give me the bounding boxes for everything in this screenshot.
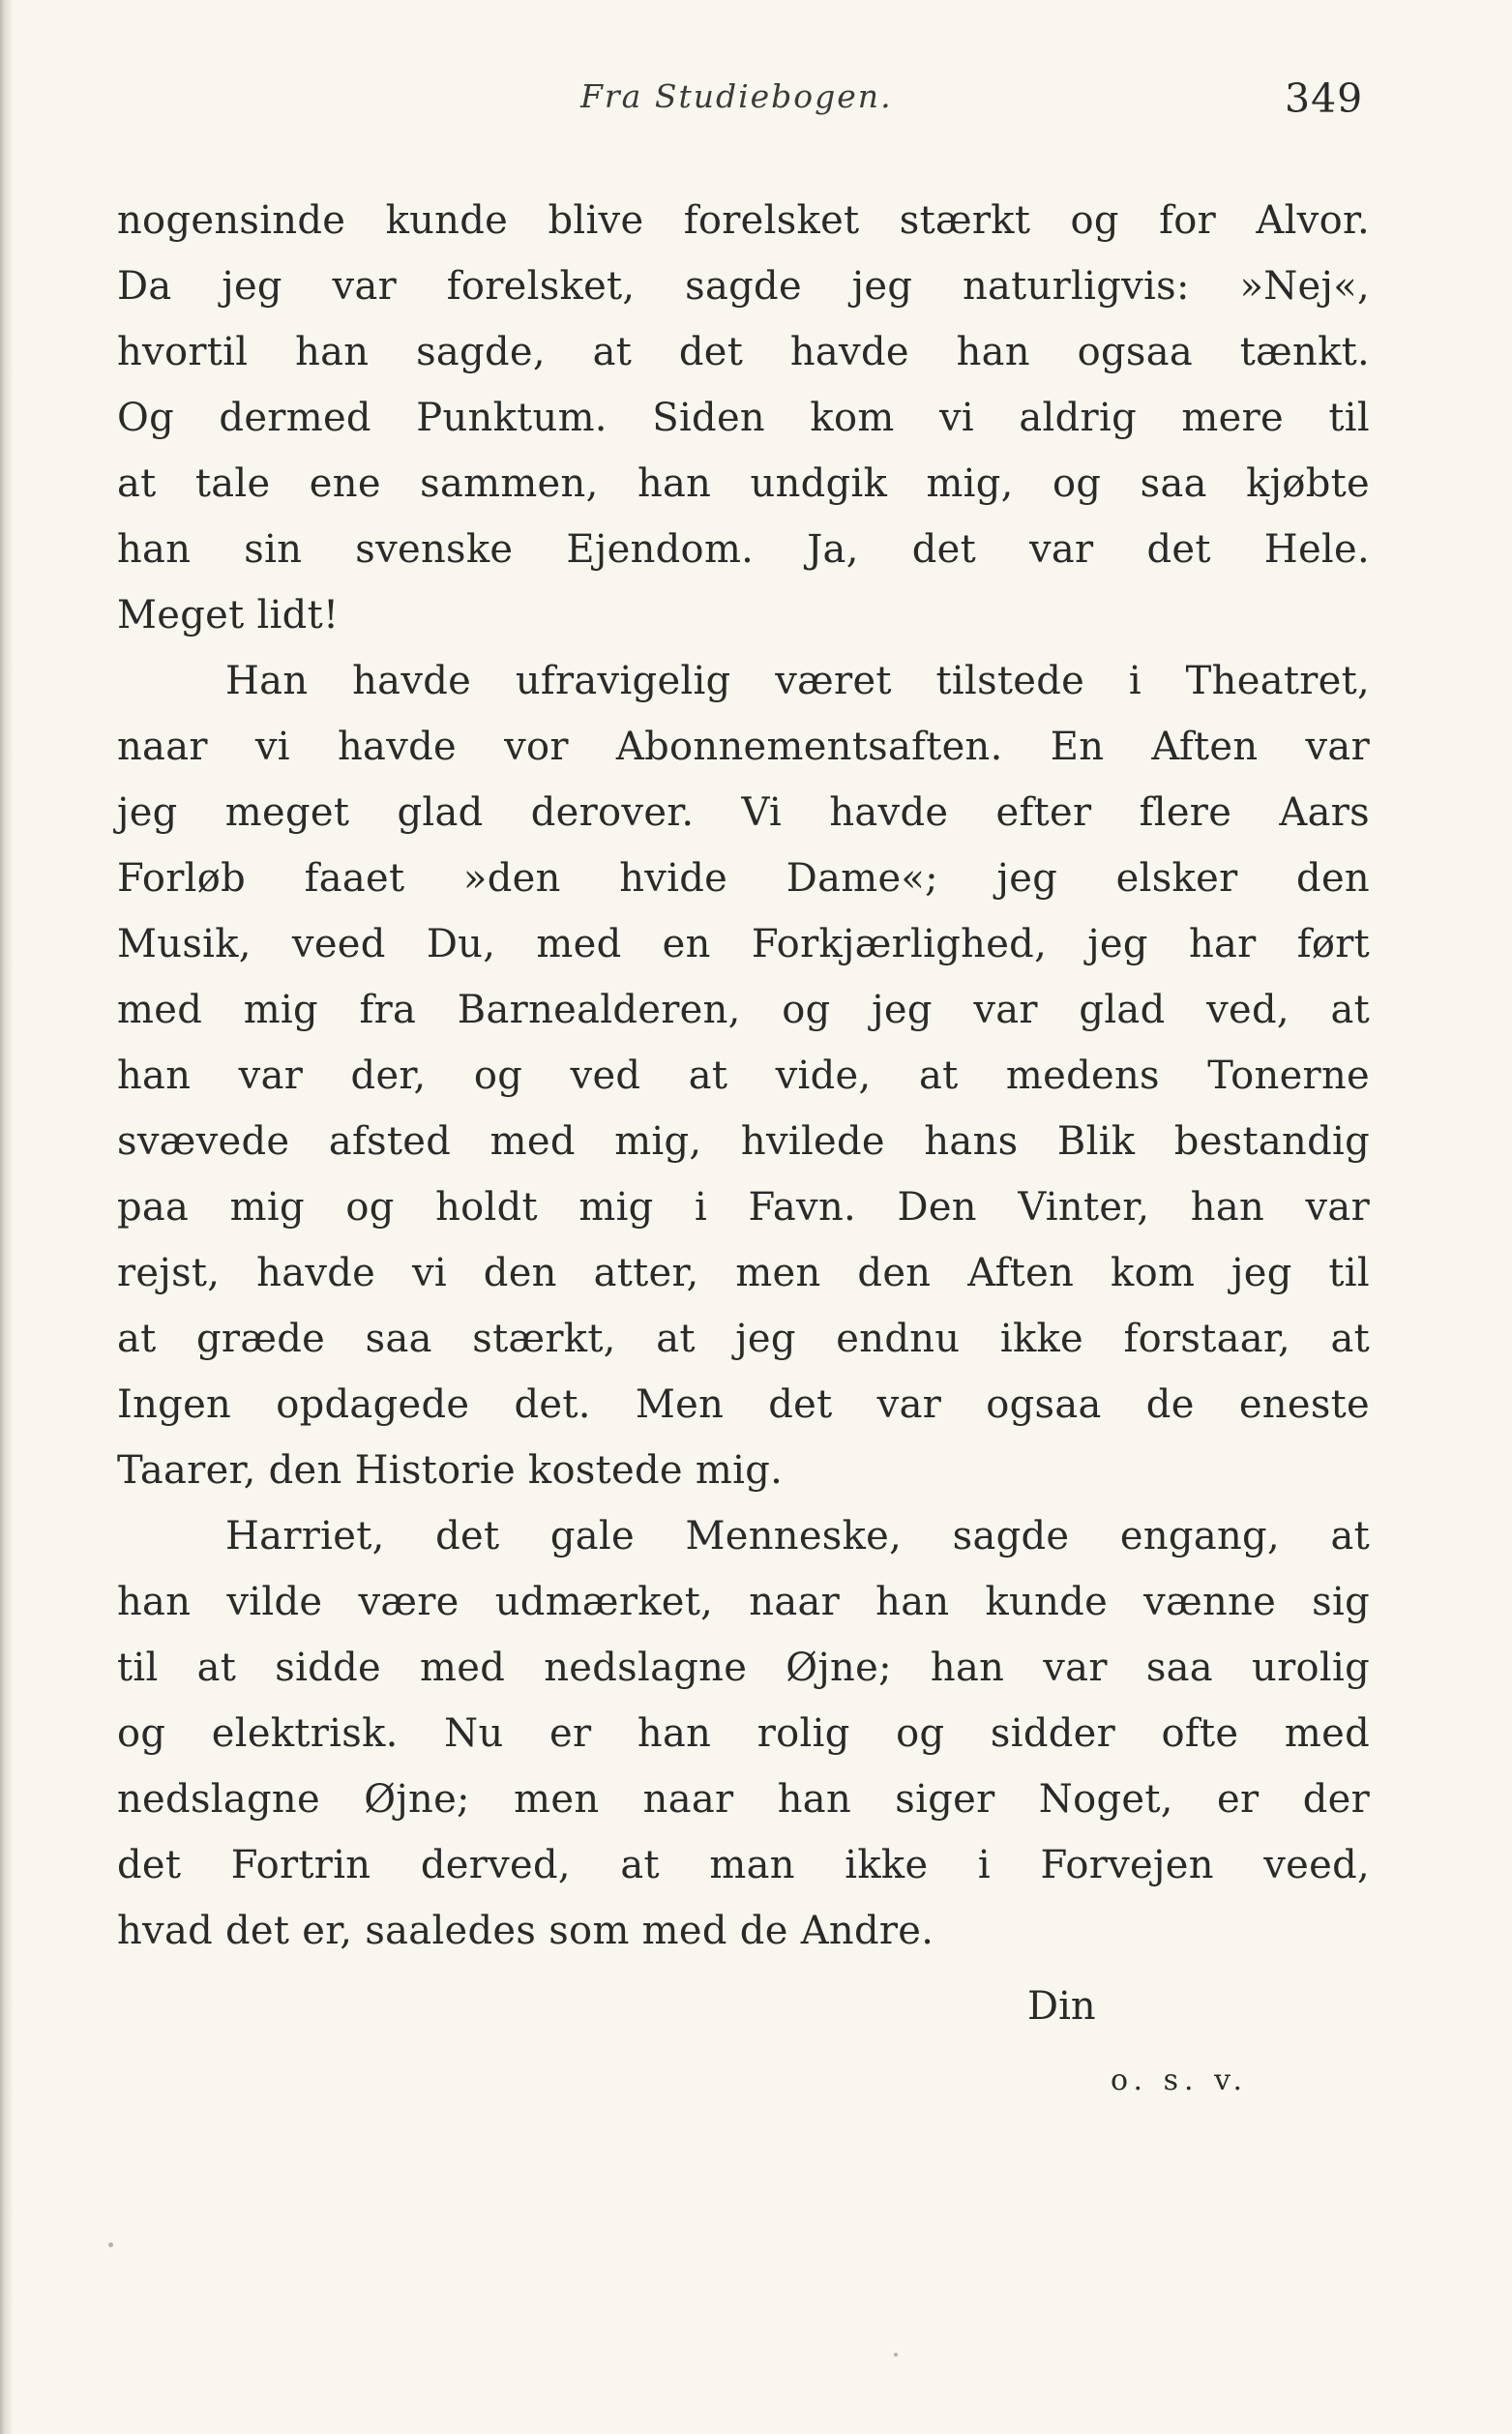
- text-line: Han havde ufravigelig været tilstede i Theatret,: [225, 659, 1370, 703]
- text-line: svævede afsted med mig, hvilede hans Blik bestandig: [117, 1119, 1370, 1164]
- text-line: naar vi havde vor Abonnementsaften. En Aften var: [117, 725, 1370, 769]
- text-line: han var der, og ved at vide, at medens Tonerne: [117, 1054, 1370, 1098]
- text-line: Da jeg var forelsket, sagde jeg naturligvis: »Nej«,: [117, 264, 1370, 309]
- text-line: og elektrisk. Nu er han rolig og sidder ofte med: [117, 1711, 1370, 1756]
- text-line: Musik, veed Du, med en Forkjærlighed, jeg har ført: [117, 922, 1370, 966]
- text-line: Og dermed Punktum. Siden kom vi aldrig mere til: [117, 396, 1370, 440]
- running-title: Fra Studiebogen.: [580, 77, 893, 115]
- text-line: jeg meget glad derover. Vi havde efter flere Aars: [117, 790, 1370, 835]
- text-line: med mig fra Barnealderen, og jeg var glad ved, at: [117, 988, 1370, 1032]
- text-line: hvad det er, saaledes som med de Andre.: [117, 1909, 934, 1953]
- text-line: paa mig og holdt mig i Favn. Den Vinter, han var: [117, 1185, 1370, 1230]
- text-line: nogensinde kunde blive forelsket stærkt og for Alvor.: [117, 198, 1370, 243]
- text-line: Meget lidt!: [117, 593, 340, 638]
- print-speck: [108, 2242, 113, 2247]
- text-line: hvortil han sagde, at det havde han ogsaa tænkt.: [117, 330, 1370, 374]
- closing-signature: Din: [1027, 1984, 1096, 2029]
- text-line: at græde saa stærkt, at jeg endnu ikke forstaar, at: [117, 1317, 1370, 1361]
- text-line: det Fortrin derved, at man ikke i Forvejen veed,: [117, 1843, 1370, 1887]
- print-speck: [894, 2353, 898, 2357]
- text-line: han vilde være udmærket, naar han kunde vænne sig: [117, 1580, 1370, 1624]
- text-line: han sin svenske Ejendom. Ja, det var det Hele.: [117, 527, 1370, 572]
- closing-initials: o. s. v.: [1111, 2063, 1248, 2097]
- text-line: Forløb faaet »den hvide Dame«; jeg elsker den: [117, 856, 1370, 901]
- page-binding-edge: [0, 0, 14, 2434]
- text-line: Taarer, den Historie kostede mig.: [117, 1448, 784, 1493]
- text-line: nedslagne Øjne; men naar han siger Noget, er der: [117, 1777, 1370, 1822]
- page-header: [0, 77, 1512, 135]
- text-line: til at sidde med nedslagne Øjne; han var saa urolig: [117, 1646, 1370, 1690]
- text-line: Harriet, det gale Menneske, sagde engang, at: [225, 1514, 1370, 1558]
- body-text: [117, 188, 1370, 1964]
- text-line: Ingen opdagede det. Men det var ogsaa de eneste: [117, 1382, 1370, 1427]
- text-line: at tale ene sammen, han undgik mig, og saa kjøbte: [117, 461, 1370, 506]
- text-line: rejst, havde vi den atter, men den Aften kom jeg til: [117, 1251, 1370, 1295]
- page-number: 349: [1285, 75, 1364, 122]
